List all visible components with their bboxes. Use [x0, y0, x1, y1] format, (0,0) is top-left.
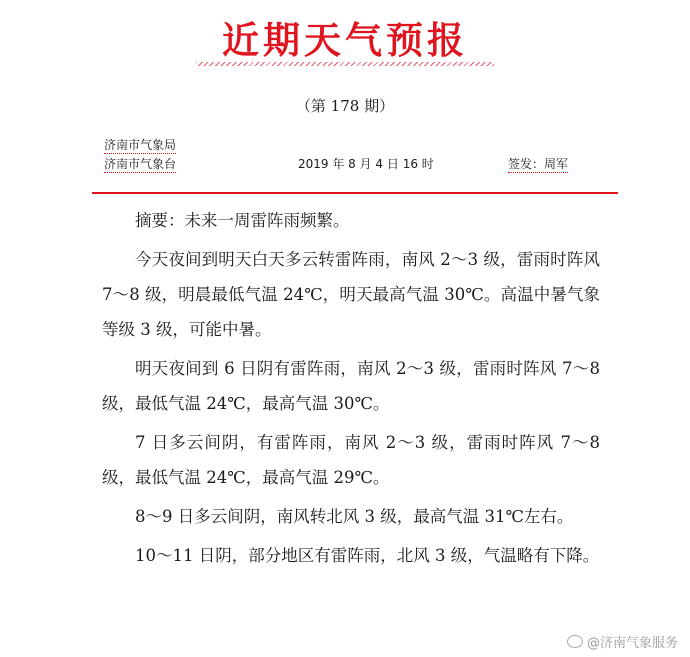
- forecast-body: [102, 203, 600, 573]
- issue-number: （第 178 期）: [295, 97, 395, 115]
- forecast-paragraph-day8-9: 8～9 日多云间阴，南风转北风 3 级，最高气温 31℃左右。: [135, 507, 574, 526]
- page-title: 近期天气预报: [222, 19, 468, 62]
- weibo-icon: [567, 635, 583, 648]
- forecast-paragraph-today: 今天夜间到明天白天多云转雷阵雨，南风 2～3 级，雷雨时阵风 7～8 级，明晨最低气温 24℃，明天最高气温 30℃。高温中暑气象等级 3 级，可能中暑。: [102, 250, 600, 339]
- issue-date: 2019 年 8 月 4 日 16 时: [298, 157, 434, 171]
- summary-paragraph: 摘要：未来一周雷阵雨频繁。: [135, 211, 350, 230]
- issuer-observatory: 济南市气象台: [104, 157, 177, 171]
- forecast-paragraph-day10-11: 10～11 日阴，部分地区有雷阵雨，北风 3 级，气温略有下降。: [135, 546, 600, 565]
- weibo-watermark: @济南气象服务: [567, 632, 678, 651]
- forecast-paragraph-day6: 明天夜间到 6 日阴有雷阵雨，南风 2～3 级，雷雨时阵风 7～8 级，最低气温 24℃，最高气温 30℃。: [102, 359, 600, 413]
- forecast-paragraph-day7: 7 日多云间阴，有雷阵雨，南风 2～3 级，雷雨时阵风 7～8 级，最低气温 24℃，最高气温 29℃。: [102, 433, 600, 487]
- issuer-bureau: 济南市气象局: [104, 138, 177, 152]
- title-underline-decoration: [196, 62, 494, 66]
- signer: 签发：周军: [508, 157, 569, 171]
- header-divider: [92, 192, 618, 194]
